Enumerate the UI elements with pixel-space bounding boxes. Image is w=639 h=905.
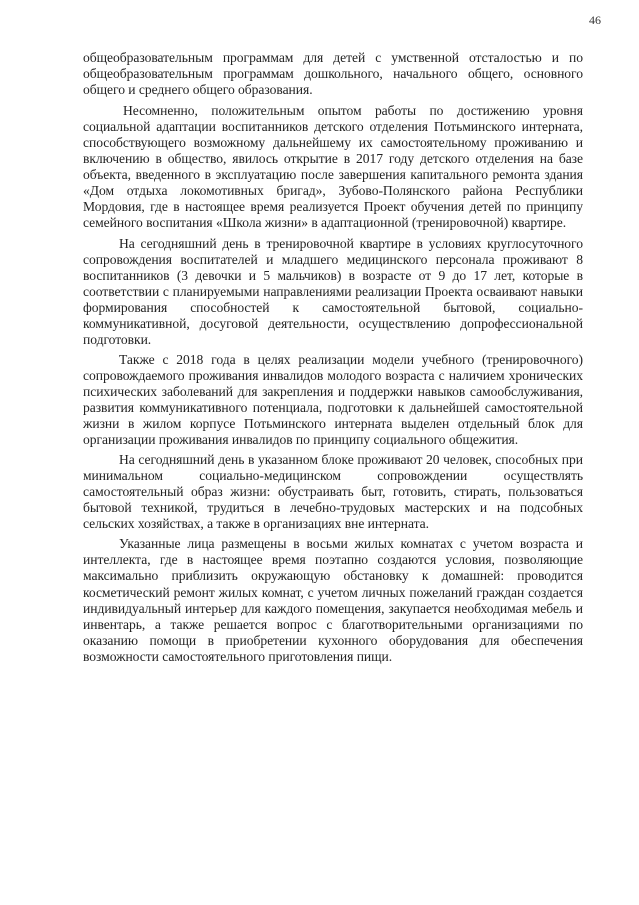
paragraph-1: общеобразовательным программам для детей с умственной отсталостью и по общеобразовательным программам дошкольного, начального общего, основного общего и среднего общего образования. [83, 50, 583, 98]
paragraph-4: Также с 2018 года в целях реализации модели учебного (тренировочного) сопровождаемого проживания инвалидов молодого возраста с наличием хронических психических заболеваний для закрепления и поддержки навыков самообслуживания, развития коммуникативного потенциала, подготовки к дальнейшей самостоятельной жизни в жилом корпусе Потьминского интерната выделен отдельный блок для организации проживания инвалидов по принципу социального общежития. [83, 351, 583, 448]
page-number: 46 [589, 13, 601, 27]
paragraph-5: На сегодняшний день в указанном блоке проживают 20 человек, способных при минимальном социально-медицинском сопровождении осуществлять самостоятельный образ жизни: обустраивать быт, готовить, стирать, пользоваться бытовой техникой, трудиться в лечебно-трудовых мастерских и на подсобных сельских хозяйствах, а также в организациях вне интерната. [83, 452, 583, 532]
paragraph-6: Указанные лица размещены в восьми жилых комнатах с учетом возраста и интеллекта, где в настоящее время поэтапно создаются условия, позволяющие максимально приблизить окружающую обстановку к домашней: проводится косметический ремонт жилых комнат, с учетом личных пожеланий граждан создается индивидуальный интерьер для каждого помещения, закупается необходимая мебель и инвентарь, а также решается вопрос с благотворительными организациями по оказанию помощи в приобретении кухонного оборудования для обеспечения возможности самостоятельного приготовления пищи. [83, 536, 583, 664]
document-body [83, 50, 583, 665]
paragraph-2: Несомненно, положительным опытом работы по достижению уровня социальной адаптации воспитанников детского отделения Потьминского интерната, способствующего возможному дальнейшему их самостоятельному проживанию и включению в общество, явилось открытие в 2017 году детского отделения на базе объекта, введенного в эксплуатацию после завершения капитального ремонта здания «Дом отдыха локомотивных бригад», Зубово-Полянского района Республики Мордовия, где в настоящее время реализуется Проект обучения детей по принципу семейного воспитания «Школа жизни» в адаптационной (тренировочной) квартире. [83, 103, 583, 231]
paragraph-3: На сегодняшний день в тренировочной квартире в условиях круглосуточного сопровождения воспитателей и младшего медицинского персонала проживают 8 воспитанников (3 девочки и 5 мальчиков) в возрасте от 9 до 17 лет, которые в соответствии с планируемыми направлениями реализации Проекта осваивают навыки формирования способностей к самостоятельной бытовой, социально-коммуникативной, досуговой деятельности, осуществлению допрофессиональной подготовки. [83, 235, 583, 347]
